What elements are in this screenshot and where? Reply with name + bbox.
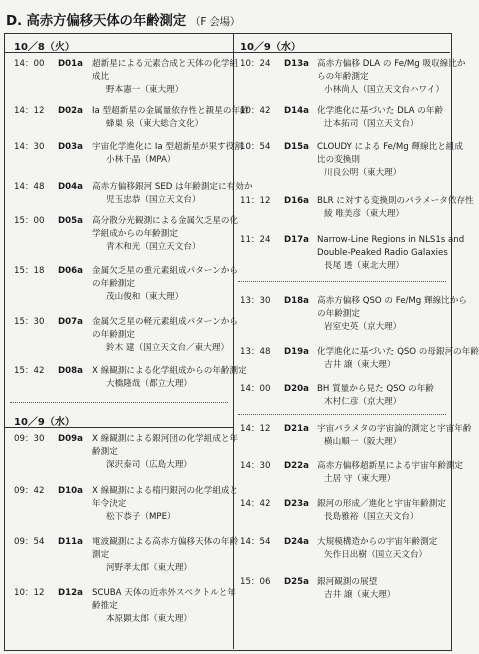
session-code: D25a	[284, 577, 309, 587]
session-title: X 線観測による銀河団の化学組成と年	[92, 434, 239, 444]
session-time: 15：18	[14, 266, 45, 276]
session-code: D13a	[284, 59, 309, 69]
session-authors: 横山順一（阪大理）	[324, 437, 402, 447]
column-divider	[233, 33, 234, 649]
session-authors: 長島雅裕（国立天文台）	[324, 512, 419, 522]
session-time: 14：30	[14, 142, 45, 152]
session-title: 銀河の形成／進化と宇宙年齢測定	[317, 499, 446, 509]
session-authors: 小林千晶（MPA）	[106, 155, 176, 165]
session-authors: 茂山俊和（東大理）	[106, 292, 184, 302]
session-time: 10：54	[240, 142, 271, 152]
session-code: D04a	[58, 182, 83, 192]
session-time: 13：30	[240, 296, 271, 306]
session-code: D17a	[284, 235, 309, 245]
session-title: Ia 型超新星の金属量依存性と親星の年齢	[92, 106, 249, 116]
session-title: BLR に対する変換則のパラメータ依存性	[317, 196, 474, 206]
session-time: 09：30	[14, 434, 45, 444]
session-time: 14：48	[14, 182, 45, 192]
session-code: D14a	[284, 106, 309, 116]
session-title: CLOUDY による Fe/Mg 輝線比と組成	[317, 142, 463, 152]
session-code: D23a	[284, 499, 309, 509]
session-separator	[238, 281, 446, 282]
session-title: 化学進化に基づいた DLA の年齢	[317, 106, 444, 116]
session-authors: 青木和光（国立天文台）	[106, 242, 201, 252]
session-code: D20a	[284, 384, 309, 394]
session-title: 高赤方偏移超新星による宇宙年齢測定	[317, 461, 464, 471]
session-title: 高赤方偏移銀河 SED は年齢測定に有効か	[92, 182, 253, 192]
header-rule	[5, 52, 233, 53]
session-time: 10：42	[240, 106, 271, 116]
session-code: D24a	[284, 537, 309, 547]
session-time: 15：00	[14, 216, 45, 226]
session-time: 13：48	[240, 347, 271, 357]
session-code: D22a	[284, 461, 309, 471]
session-time: 14：12	[14, 106, 45, 116]
session-authors: 吉井 譲（東大理）	[324, 590, 396, 600]
session-code: D16a	[284, 196, 309, 206]
session-authors: 長尾 透（東北大理）	[324, 261, 405, 271]
session-time: 14：00	[14, 59, 45, 69]
session-authors: 矢作日出樹（国立天文台）	[324, 550, 428, 560]
session-code: D12a	[58, 588, 83, 598]
session-authors: 土居 守（東大理）	[324, 474, 396, 484]
session-title-cont: の年齢測定	[92, 330, 135, 340]
session-authors: 野本憲一（東大理）	[106, 85, 184, 95]
session-title: 金属欠乏星の軽元素組成パターンから	[92, 317, 238, 327]
day-header-oct9-right: 10／9（水）	[240, 42, 301, 53]
session-time: 15：06	[240, 577, 271, 587]
session-authors: 大橋隆哉（都立大理）	[106, 379, 192, 389]
session-time: 15：42	[14, 366, 45, 376]
session-authors: 松下恭子（MPE）	[106, 512, 176, 522]
session-title: 高赤方偏移 DLA の Fe/Mg 吸収線比か	[317, 59, 466, 69]
session-title: SCUBA 天体の近赤外スペクトルと年	[92, 588, 236, 598]
session-title-cont: 測定	[92, 550, 110, 560]
header-rule	[5, 427, 233, 428]
session-code: D05a	[58, 216, 83, 226]
session-title: 宇宙化学進化に Ia 型超新星が果す役割	[92, 142, 243, 152]
session-title: 大規模構造からの宇宙年齢測定	[317, 537, 438, 547]
session-time: 14：30	[240, 461, 271, 471]
session-title: 宇宙パラメタの宇宙論的測定と宇宙年齢	[317, 424, 472, 434]
session-code: D11a	[58, 537, 83, 547]
session-code: D07a	[58, 317, 83, 327]
session-code: D19a	[284, 347, 309, 357]
header-rule	[234, 52, 450, 53]
session-code: D15a	[284, 142, 309, 152]
session-authors: 辻本拓司（国立天文台）	[324, 119, 419, 129]
title-text: D. 高赤方偏移天体の年齢測定	[6, 13, 187, 29]
session-time: 14：00	[240, 384, 271, 394]
session-time: 09：42	[14, 486, 45, 496]
day-header-oct8: 10／8（火）	[14, 42, 75, 53]
session-title-cont: 学組成からの年齢測定	[92, 229, 178, 239]
session-title-cont: Double-Peaked Radio Galaxies	[317, 248, 448, 258]
session-authors: 小林尚人（国立天文台ハワイ）	[324, 85, 445, 95]
session-time: 14：12	[240, 424, 271, 434]
day-header-oct9-left: 10／9（水）	[14, 417, 75, 428]
session-authors: 深沢泰司（広島大理）	[106, 460, 192, 470]
session-title: Narrow-Line Regions in NLS1s and	[317, 235, 465, 245]
session-title: 金属欠乏星の重元素組成パターンから	[92, 266, 238, 276]
page-title	[6, 9, 240, 29]
session-code: D01a	[58, 59, 83, 69]
session-authors: 川良公明（東大理）	[324, 168, 402, 178]
session-code: D09a	[58, 434, 83, 444]
session-authors: 鈴木 建（国立天文台／東大理）	[106, 343, 230, 353]
day-separator	[10, 402, 228, 403]
session-time: 11：24	[240, 235, 271, 245]
session-title: X 線観測による楕円銀河の化学組成と	[92, 486, 239, 496]
session-authors: 蜂巣 泉（東大総合文化）	[106, 119, 204, 129]
session-title: BH 質量から見た QSO の年齢	[317, 384, 434, 394]
session-code: D10a	[58, 486, 83, 496]
venue-label: （F 会場）	[190, 16, 241, 28]
session-authors: 岩室史英（京大理）	[324, 322, 402, 332]
session-time: 11：12	[240, 196, 271, 206]
session-authors: 吉井 譲（東大理）	[324, 360, 396, 370]
session-title: 高赤方偏移 QSO の Fe/Mg 輝線比から	[317, 296, 467, 306]
session-authors: 河野孝太郎（東大理）	[106, 563, 192, 573]
session-code: D21a	[284, 424, 309, 434]
session-code: D06a	[58, 266, 83, 276]
session-title-cont: 齢測定	[92, 447, 118, 457]
session-title: 銀河観測の展望	[317, 577, 378, 587]
session-title-cont: の年齢測定	[317, 309, 360, 319]
session-title-cont: の年齢測定	[92, 279, 135, 289]
session-title-cont: 齢推定	[92, 601, 118, 611]
session-title-cont: らの年齢測定	[317, 72, 369, 82]
session-code: D02a	[58, 106, 83, 116]
session-time: 10：12	[14, 588, 45, 598]
session-title: 化学進化に基づいた QSO の母銀河の年齢	[317, 347, 479, 357]
session-title-cont: 年令決定	[92, 499, 127, 509]
session-authors: 綾 唯美彦（東大理）	[324, 209, 405, 219]
session-title: 高分散分光観測による金属欠乏星の化	[92, 216, 239, 226]
session-title: 超新星による元素合成と天体の化学組	[92, 59, 239, 69]
session-code: D18a	[284, 296, 309, 306]
session-title-cont: 比の変換則	[317, 155, 360, 165]
session-separator	[238, 414, 446, 415]
session-time: 14：54	[240, 537, 271, 547]
session-title-cont: 成比	[92, 72, 110, 82]
session-code: D08a	[58, 366, 83, 376]
session-time: 15：30	[14, 317, 45, 327]
session-authors: 児玉忠恭（国立天文台）	[106, 195, 201, 205]
session-title: 電波観測による高赤方偏移天体の年齢	[92, 537, 239, 547]
session-time: 09：54	[14, 537, 45, 547]
session-code: D03a	[58, 142, 83, 152]
session-authors: 本原顕太郎（東大理）	[106, 614, 192, 624]
session-authors: 木村仁彦（京大理）	[324, 397, 402, 407]
session-time: 14：42	[240, 499, 271, 509]
session-title: X 線観測による化学組成からの年齢測定	[92, 366, 247, 376]
session-time: 10：24	[240, 59, 271, 69]
